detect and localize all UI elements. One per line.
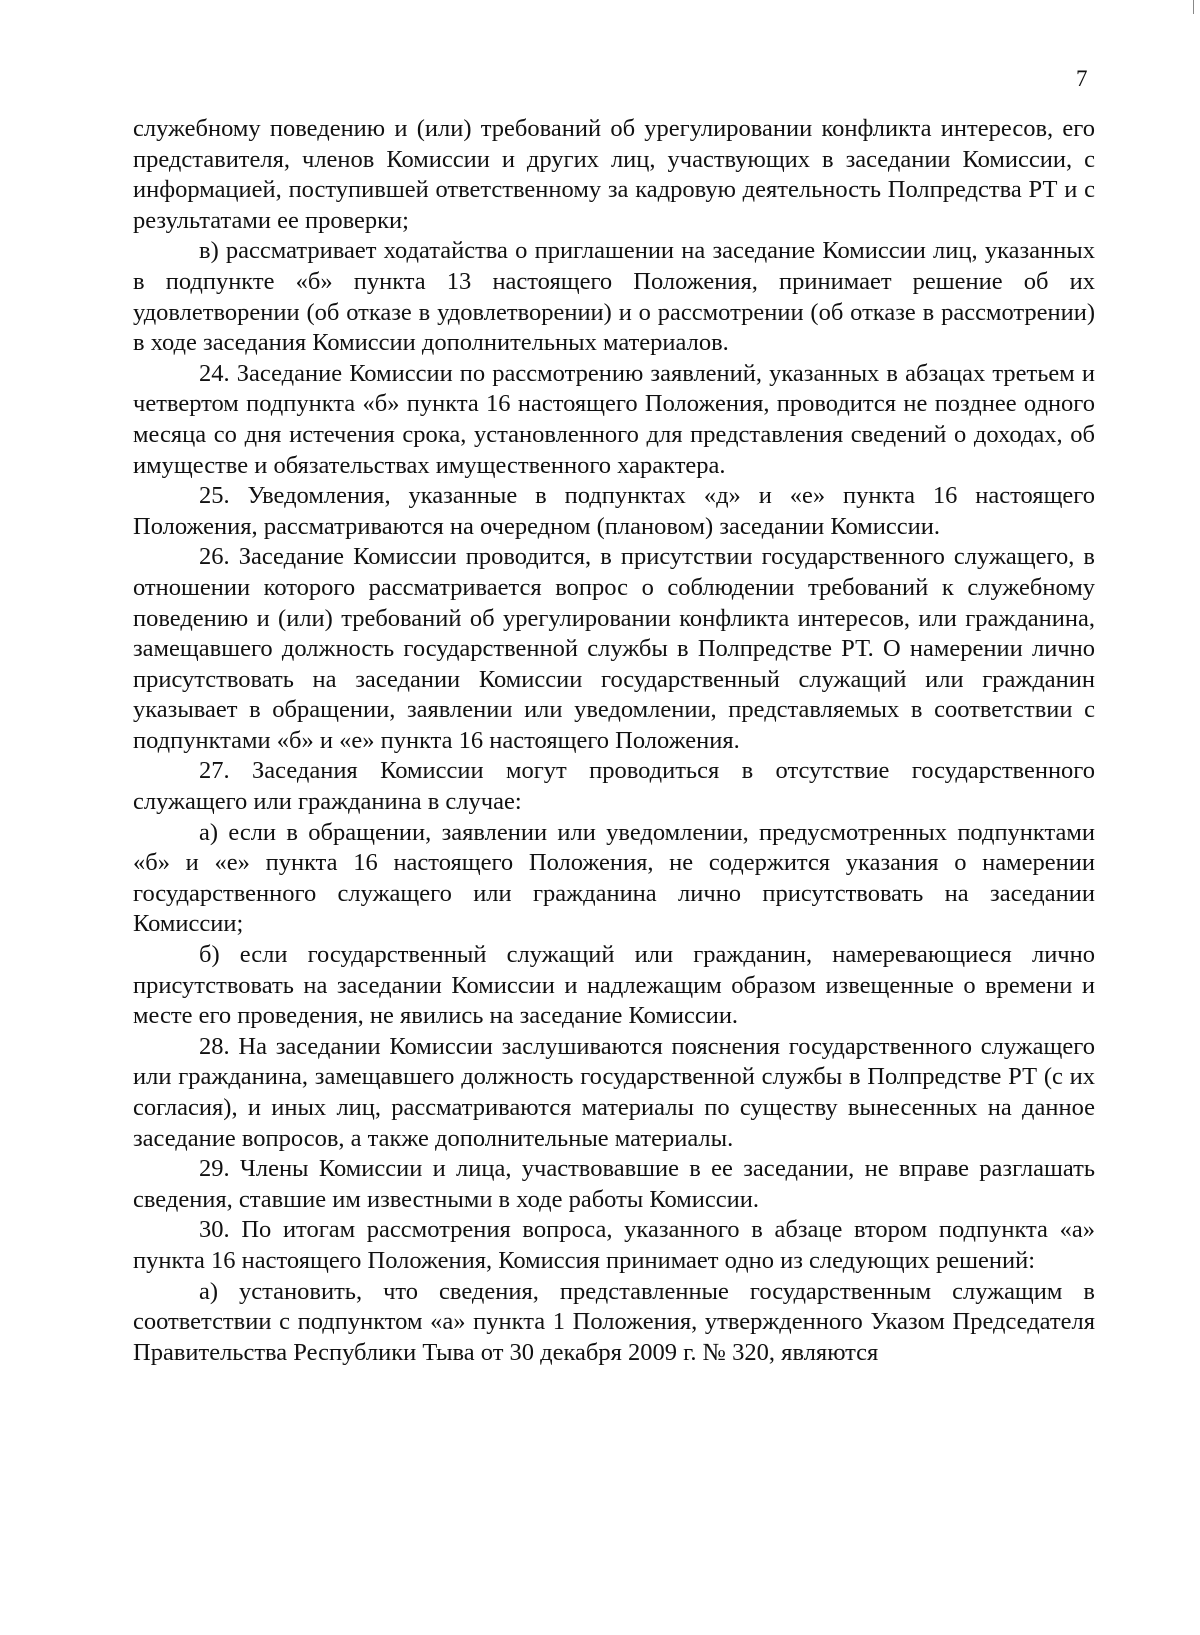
scan-edge-mark xyxy=(1193,0,1194,14)
document-body xyxy=(133,114,1095,1368)
paragraph: а) если в обращении, заявлении или уведомлении, предусмотренных подпунктами «б» и «е» пункта 16 настоящего Положения, не содержится указания о намерении государственного служащего или гражданина лично присутствовать на заседании Комиссии; xyxy=(133,818,1095,938)
paragraph: 28. На заседании Комиссии заслушиваются пояснения государственного служащего или гражданина, замещавшего должность государственной службы в Полпредстве РТ (с их согласия), и иных лиц, рассматриваются материалы по существу вынесенных на данное заседание вопросов, а также дополнительные материалы. xyxy=(133,1032,1095,1152)
paragraph: 27. Заседания Комиссии могут проводиться в отсутствие государственного служащего или гражданина в случае: xyxy=(133,757,1095,816)
paragraph: 26. Заседание Комиссии проводится, в присутствии государственного служащего, в отношении которого рассматривается вопрос о соблюдении требований к служебному поведению и (или) требований об урегулировании конфликта интересов, или гражданина, замещавшего должность государственной службы в Полпредстве РТ. О намерении лично присутствовать на заседании Комиссии государственный служащий или гражданин указывает в обращении, заявлении или уведомлении, представляемых в соответствии с подпунктами «б» и «е» пункта 16 настоящего Положения. xyxy=(133,543,1095,754)
paragraph: в) рассматривает ходатайства о приглашении на заседание Комиссии лиц, указанных в подпункте «б» пункта 13 настоящего Положения, принимает решение об их удовлетворении (об отказе в удовлетворении) и о рассмотрении (об отказе в рассмотрении) в ходе заседания Комиссии дополнительных материалов. xyxy=(133,237,1095,357)
page-number: 7 xyxy=(1076,66,1088,91)
paragraph: 24. Заседание Комиссии по рассмотрению заявлений, указанных в абзацах третьем и четвертом подпункта «б» пункта 16 настоящего Положения, проводится не позднее одного месяца со дня истечения срока, установленного для представления сведений о доходах, об имуществе и обязательствах имущественного характера. xyxy=(133,359,1095,479)
paragraph: б) если государственный служащий или гражданин, намеревающиеся лично присутствовать на заседании Комиссии и надлежащим образом извещенные о времени и месте его проведения, не явились на заседание Комиссии. xyxy=(133,941,1095,1030)
paragraph: служебному поведению и (или) требований об урегулировании конфликта интересов, его представителя, членов Комиссии и других лиц, участвующих в заседании Комиссии, с информацией, поступившей ответственному за кадровую деятельность Полпредства РТ и с результатами ее проверки; xyxy=(133,115,1095,234)
paragraph: 29. Члены Комиссии и лица, участвовавшие в ее заседании, не вправе разглашать сведения, ставшие им известными в ходе работы Комиссии. xyxy=(133,1155,1095,1213)
paragraph: 30. По итогам рассмотрения вопроса, указанного в абзаце втором подпункта «а» пункта 16 настоящего Положения, Комиссия принимает одно из следующих решений: xyxy=(133,1216,1095,1274)
paragraph: 25. Уведомления, указанные в подпунктах «д» и «е» пункта 16 настоящего Положения, рассматриваются на очередном (плановом) заседании Комиссии. xyxy=(133,482,1095,540)
paragraph: а) установить, что сведения, представленные государственным служащим в соответствии с подпунктом «а» пункта 1 Положения, утвержденного Указом Председателя Правительства Республики Тыва от 30 декабря 2009 г. № 320, являются xyxy=(133,1277,1095,1366)
